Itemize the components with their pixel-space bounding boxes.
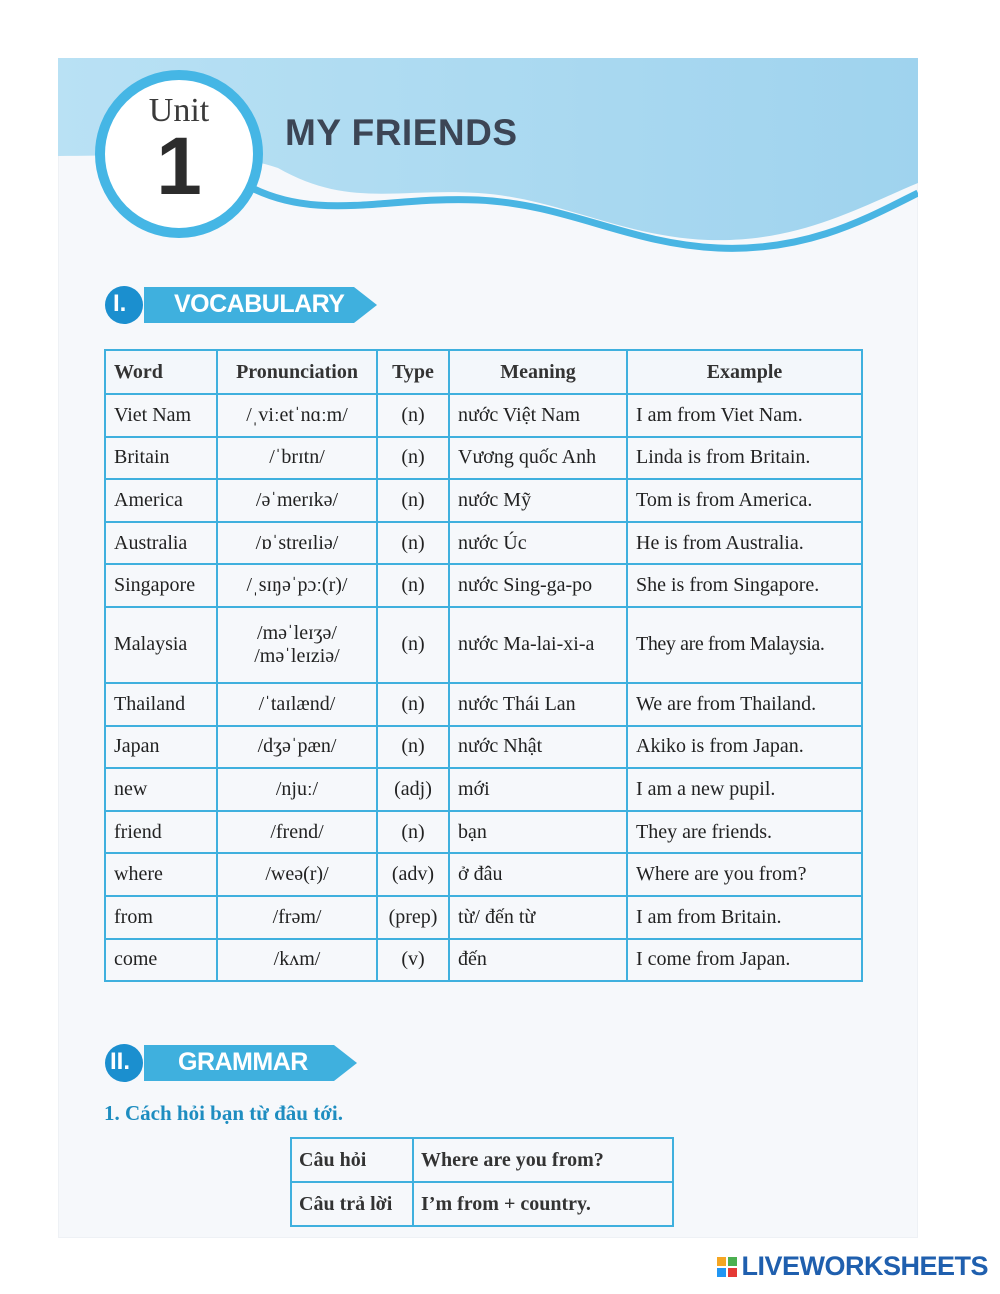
brand-grid-icon bbox=[717, 1257, 737, 1277]
cell-example: Where are you from? bbox=[627, 853, 862, 896]
cell-meaning: nước Nhật bbox=[449, 726, 627, 769]
cell-example: They are from Malaysia. bbox=[627, 607, 862, 683]
cell-meaning: bạn bbox=[449, 811, 627, 854]
table-row bbox=[105, 522, 862, 565]
cell-type: (adj) bbox=[377, 768, 449, 811]
cell-word: Thailand bbox=[105, 683, 217, 726]
table-row bbox=[291, 1138, 673, 1182]
cell-example: She is from Singapore. bbox=[627, 564, 862, 607]
table-row bbox=[105, 853, 862, 896]
cell-example: I come from Japan. bbox=[627, 939, 862, 982]
cell-type: (n) bbox=[377, 811, 449, 854]
cell-pronunciation bbox=[217, 607, 377, 683]
cell-example: I am from Viet Nam. bbox=[627, 394, 862, 437]
cell-word: where bbox=[105, 853, 217, 896]
table-row bbox=[105, 939, 862, 982]
cell-type: (v) bbox=[377, 939, 449, 982]
table-row bbox=[105, 896, 862, 939]
cell-meaning: nước Việt Nam bbox=[449, 394, 627, 437]
section-vocabulary-tag bbox=[104, 285, 379, 325]
table-row bbox=[105, 683, 862, 726]
brand-text: LIVEWORKSHEETS bbox=[741, 1251, 988, 1281]
cell-pronunciation: /frend/ bbox=[217, 811, 377, 854]
cell-type: (n) bbox=[377, 726, 449, 769]
table-row bbox=[105, 811, 862, 854]
table-row bbox=[105, 768, 862, 811]
question-answer-table bbox=[290, 1137, 674, 1227]
table-row bbox=[105, 394, 862, 437]
cell-word: from bbox=[105, 896, 217, 939]
grammar-point-title: 1. Cách hỏi bạn từ đâu tới. bbox=[104, 1101, 343, 1125]
cell-type: (n) bbox=[377, 437, 449, 480]
cell-example: They are friends. bbox=[627, 811, 862, 854]
cell-pronunciation: /dʒəˈpæn/ bbox=[217, 726, 377, 769]
cell-meaning: nước Sing-ga-po bbox=[449, 564, 627, 607]
cell-example: Linda is from Britain. bbox=[627, 437, 862, 480]
cell-meaning: đến bbox=[449, 939, 627, 982]
cell-word: America bbox=[105, 479, 217, 522]
cell-type: (adv) bbox=[377, 853, 449, 896]
qa-text: Where are you from? bbox=[413, 1138, 673, 1182]
cell-word: Singapore bbox=[105, 564, 217, 607]
table-row bbox=[105, 726, 862, 769]
cell-pronunciation: /ˌviːetˈnɑːm/ bbox=[217, 394, 377, 437]
cell-type: (n) bbox=[377, 683, 449, 726]
cell-pronunciation: /frəm/ bbox=[217, 896, 377, 939]
section-grammar-tag bbox=[104, 1043, 359, 1083]
cell-pronunciation: /kʌm/ bbox=[217, 939, 377, 982]
cell-type: (n) bbox=[377, 607, 449, 683]
column-header-example: Example bbox=[627, 350, 862, 394]
section-number: I. bbox=[113, 290, 127, 317]
cell-word: friend bbox=[105, 811, 217, 854]
table-row bbox=[291, 1182, 673, 1226]
cell-word: new bbox=[105, 768, 217, 811]
qa-label: Câu trả lời bbox=[291, 1182, 413, 1226]
cell-pronunciation: /ɒˈstreɪliə/ bbox=[217, 522, 377, 565]
cell-type: (n) bbox=[377, 479, 449, 522]
column-header-pronunciation: Pronunciation bbox=[217, 350, 377, 394]
cell-example: I am from Britain. bbox=[627, 896, 862, 939]
cell-pronunciation: /əˈmerɪkə/ bbox=[217, 479, 377, 522]
cell-example: Tom is from America. bbox=[627, 479, 862, 522]
cell-type: (n) bbox=[377, 394, 449, 437]
cell-meaning: nước Mỹ bbox=[449, 479, 627, 522]
cell-word: Britain bbox=[105, 437, 217, 480]
table-header-row bbox=[105, 350, 862, 394]
unit-number: 1 bbox=[156, 121, 202, 212]
qa-text: I’m from + country. bbox=[413, 1182, 673, 1226]
cell-word: come bbox=[105, 939, 217, 982]
cell-pronunciation: /ˌsɪŋəˈpɔː(r)/ bbox=[217, 564, 377, 607]
cell-meaning: mới bbox=[449, 768, 627, 811]
table-row bbox=[105, 607, 862, 683]
table-row bbox=[105, 564, 862, 607]
unit-badge bbox=[95, 70, 263, 238]
cell-word: Malaysia bbox=[105, 607, 217, 683]
section-label: VOCABULARY bbox=[174, 290, 345, 318]
column-header-word: Word bbox=[105, 350, 217, 394]
unit-label: Unit bbox=[148, 92, 210, 129]
cell-type: (prep) bbox=[377, 896, 449, 939]
cell-example: Akiko is from Japan. bbox=[627, 726, 862, 769]
cell-word: Japan bbox=[105, 726, 217, 769]
cell-meaning: ở đâu bbox=[449, 853, 627, 896]
cell-example: He is from Australia. bbox=[627, 522, 862, 565]
cell-example: I am a new pupil. bbox=[627, 768, 862, 811]
qa-label: Câu hỏi bbox=[291, 1138, 413, 1182]
cell-word: Australia bbox=[105, 522, 217, 565]
cell-meaning: nước Thái Lan bbox=[449, 683, 627, 726]
cell-type: (n) bbox=[377, 564, 449, 607]
vocabulary-table bbox=[104, 349, 863, 982]
cell-pronunciation: /njuː/ bbox=[217, 768, 377, 811]
table-row bbox=[105, 479, 862, 522]
cell-meaning: Vương quốc Anh bbox=[449, 437, 627, 480]
cell-word: Viet Nam bbox=[105, 394, 217, 437]
section-label: GRAMMAR bbox=[178, 1048, 308, 1076]
cell-pronunciation: /weə(r)/ bbox=[217, 853, 377, 896]
cell-meaning: nước Ma-lai-xi-a bbox=[449, 607, 627, 683]
column-header-type: Type bbox=[377, 350, 449, 394]
cell-pronunciation: /ˈtaɪlænd/ bbox=[217, 683, 377, 726]
pronunciation-line-2: /məˈleɪziə/ bbox=[254, 644, 340, 667]
cell-meaning: nước Úc bbox=[449, 522, 627, 565]
cell-pronunciation: /ˈbrɪtn/ bbox=[217, 437, 377, 480]
table-row bbox=[105, 437, 862, 480]
cell-example: We are from Thailand. bbox=[627, 683, 862, 726]
cell-type: (n) bbox=[377, 522, 449, 565]
column-header-meaning: Meaning bbox=[449, 350, 627, 394]
section-number: II. bbox=[110, 1048, 131, 1075]
pronunciation-line-1: /məˈleɪʒə/ bbox=[257, 621, 337, 644]
cell-meaning: từ/ đến từ bbox=[449, 896, 627, 939]
liveworksheets-logo bbox=[717, 1251, 988, 1282]
unit-title: MY FRIENDS bbox=[285, 112, 518, 153]
